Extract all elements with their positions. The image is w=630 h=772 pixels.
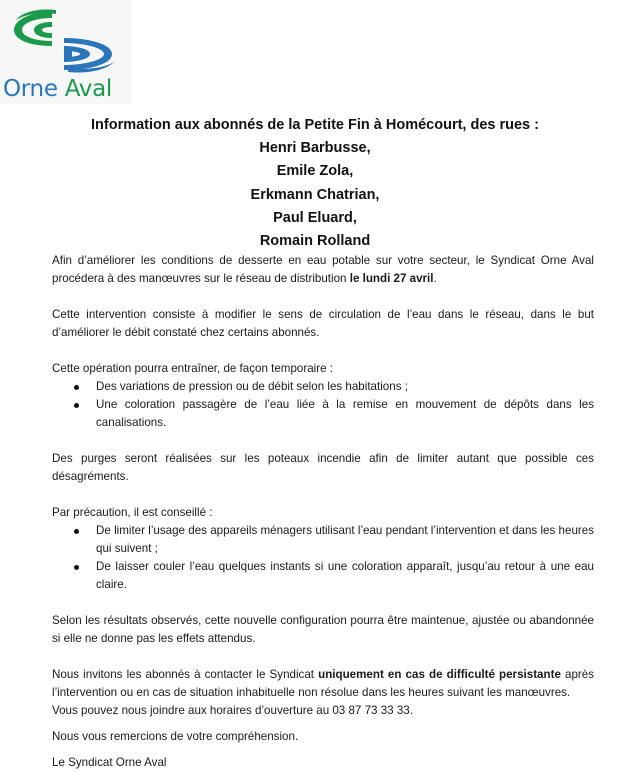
logo-word-orne: Orne xyxy=(3,76,58,102)
heading-intro: Information aux abonnés de la Petite Fin à Homécourt, des rues : xyxy=(91,117,539,133)
paragraph-thanks: Nous vous remercions de votre compréhension. xyxy=(52,730,299,743)
bullet-icon xyxy=(74,529,79,534)
list-item-text: De limiter l’usage des appareils ménagers utilisant l’eau pendant l’intervention et dans les heures qui suivent ; xyxy=(96,524,594,555)
street-name: Paul Eluard, xyxy=(273,209,357,226)
bullet-icon xyxy=(74,403,79,408)
logo-text xyxy=(3,76,112,102)
paragraph-results: Selon les résultats observés, cette nouvelle configuration pourra être maintenue, ajustée ou abandonnée si elle ne donne pas les effets attendus. xyxy=(52,614,594,645)
paragraph-effects-intro: Cette opération pourra entraîner, de façon temporaire : xyxy=(52,362,333,375)
effects-list xyxy=(52,378,594,432)
paragraph-phone: Vous pouvez nous joindre aux horaires d’ouverture au 03 87 73 33 33. xyxy=(52,704,413,717)
notice-heading xyxy=(0,114,630,253)
paragraph-text: après l’intervention ou en cas de situation inhabituelle non résolue dans les heures suivant les manœuvres. xyxy=(52,668,594,699)
paragraph-contact xyxy=(52,666,594,702)
list-item-text: Des variations de pression ou de débit selon les habitations ; xyxy=(96,380,408,393)
street-name: Emile Zola, xyxy=(276,163,354,180)
street-name: Romain Rolland xyxy=(259,233,371,250)
logo-word-aval: Aval xyxy=(64,76,112,102)
orne-aval-logo xyxy=(0,0,132,104)
list-item-text: Une coloration passagère de l’eau liée à la remise en mouvement de dépôts dans les canalisations. xyxy=(96,398,594,429)
paragraph-text: Afin d’améliorer les conditions de desserte en eau potable sur votre secteur, le Syndicat Orne Aval procédera à des manœuvres sur le réseau de distribution xyxy=(52,254,594,285)
paragraph-text: . xyxy=(433,272,437,285)
list-item xyxy=(52,378,594,396)
list-item-text: De laisser couler l’eau quelques instants si une coloration apparaît, jusqu’au retour à une eau claire. xyxy=(96,560,594,591)
street-name: Erkmann Chatrian, xyxy=(250,186,380,203)
list-item xyxy=(52,522,594,558)
list-item xyxy=(52,558,594,594)
paragraph-purges: Des purges seront réalisées sur les poteaux incendie afin de limiter autant que possible ces désagréments. xyxy=(52,452,594,483)
intervention-date: le lundi 27 avril xyxy=(349,272,434,285)
paragraph-advice-intro: Par précaution, il est conseillé : xyxy=(52,506,213,519)
paragraph-purpose: Cette intervention consiste à modifier le sens de circulation de l’eau dans le réseau, dans le but d’améliorer le débit constaté chez certains abonnés. xyxy=(52,308,594,339)
bullet-icon xyxy=(74,385,79,390)
paragraph-text: Nous invitons les abonnés à contacter le Syndicat xyxy=(52,668,319,681)
signature: Le Syndicat Orne Aval xyxy=(52,756,167,769)
contact-condition: uniquement en cas de difficulté persistante xyxy=(318,668,561,681)
list-item xyxy=(52,396,594,432)
notice-body xyxy=(52,252,594,772)
logo-emblem-icon xyxy=(8,8,124,74)
paragraph-intro xyxy=(52,252,594,288)
street-name: Henri Barbusse, xyxy=(259,140,371,157)
advice-list xyxy=(52,522,594,594)
bullet-icon xyxy=(74,565,79,570)
